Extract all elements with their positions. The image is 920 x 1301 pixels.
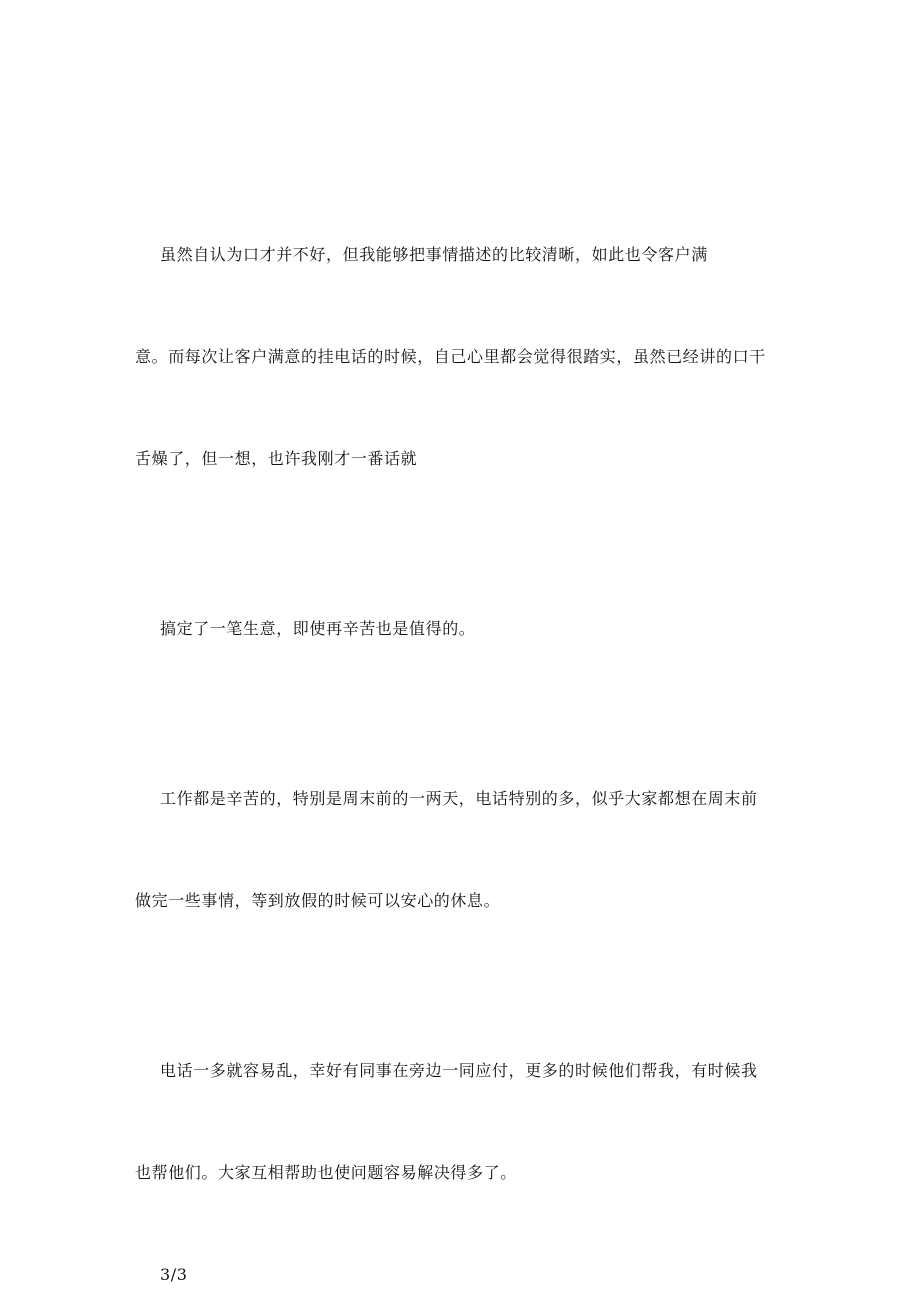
paragraph-4 (135, 986, 785, 1258)
paragraph-3 (135, 714, 785, 986)
paragraph-line: 电话一多就容易乱，幸好有同事在旁边一同应付，更多的时候他们帮我，有时候我 (160, 1061, 758, 1080)
paragraph-line: 也帮他们。大家互相帮助也使问题容易解决得多了。 (135, 1163, 517, 1182)
paragraph-2 (135, 544, 785, 714)
paragraph-line: 搞定了一笔生意，即使再辛苦也是值得的。 (160, 619, 476, 638)
paragraph-line: 意。而每次让客户满意的挂电话的时候，自己心里都会觉得很踏实，虽然已经讲的口干 (135, 347, 766, 366)
paragraph-line: 舌燥了，但一想，也许我刚才一番话就 (135, 449, 418, 468)
paragraph-line: 虽然自认为口才并不好，但我能够把事情描述的比较清晰，如此也令客户满 (160, 245, 708, 264)
page-number: 3/3 (160, 1265, 188, 1284)
paragraph-line: 做完一些事情，等到放假的时候可以安心的休息。 (135, 891, 501, 910)
paragraph-1 (135, 170, 785, 544)
paragraph-line: 工作都是辛苦的，特别是周末前的一两天，电话特别的多，似乎大家都想在周末前 (160, 789, 758, 808)
document-body (135, 170, 785, 1292)
